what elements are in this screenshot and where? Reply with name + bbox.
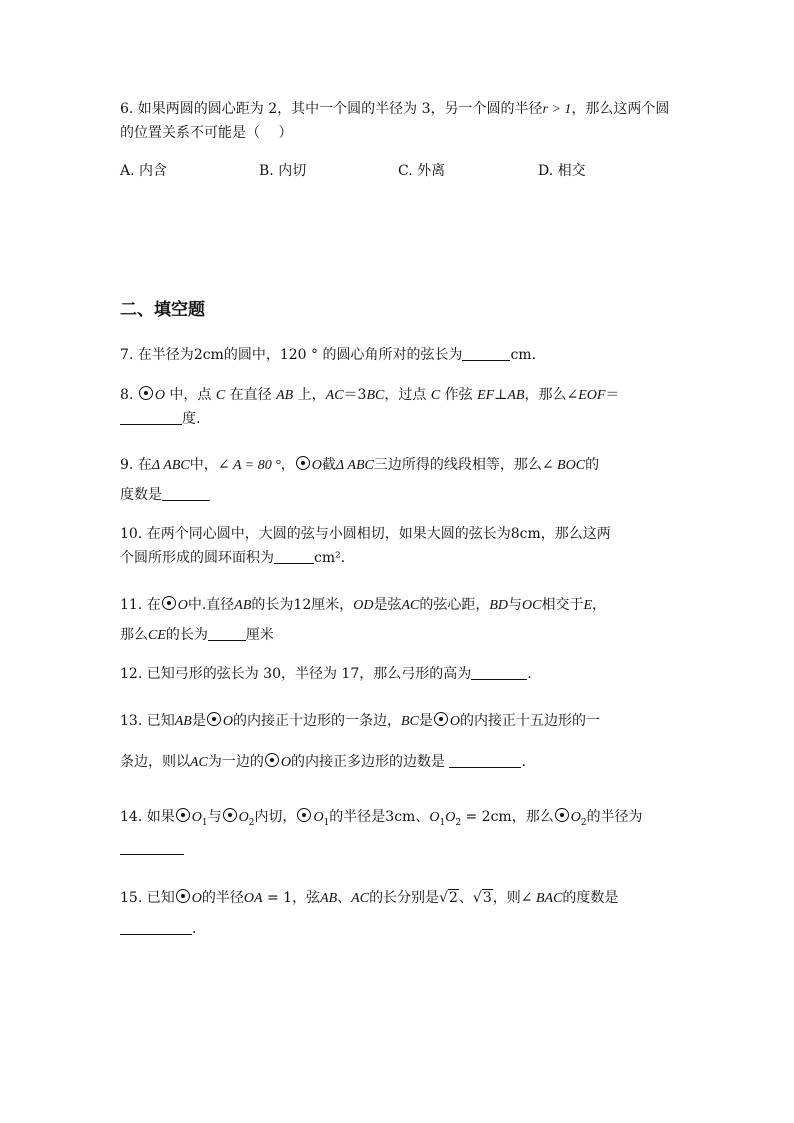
sqrt-3 xyxy=(473,889,493,907)
q11-math: AB xyxy=(234,598,252,613)
q8-text: 作弦 xyxy=(444,387,473,403)
q11-text: 厘米， xyxy=(311,597,354,613)
q8-math: AB xyxy=(507,388,525,403)
q13-math: O xyxy=(449,714,460,729)
q7-text-2: 的圆中，120 ° 的圆心角所对的弦长为 xyxy=(223,347,463,363)
section-title: 二、填空题 xyxy=(120,300,205,320)
q8-text: 中，点 xyxy=(169,387,212,403)
q11-line-1 xyxy=(120,596,606,615)
q11-math: AC xyxy=(401,598,420,613)
q15-line-2 xyxy=(120,920,196,938)
q14-subscript: 2 xyxy=(580,817,587,828)
q8-math: C xyxy=(430,388,441,403)
q8-text: ，那么∠ xyxy=(524,387,579,403)
q9-text: 中， xyxy=(189,457,218,473)
q9-math: O xyxy=(311,458,322,473)
q6-text: 6. 如果两圆的圆心距为 2，其中一个圆的半径为 3，另一个圆的半径 xyxy=(120,101,543,117)
q8-unit: 度. xyxy=(182,411,201,427)
q13-math: AC xyxy=(190,755,208,770)
q14-subscript: 1 xyxy=(323,817,330,828)
q12-text: 12. 已知弓形的弦长为 30，半径为 17，那么弓形的高为 xyxy=(120,666,472,682)
q14-text: 、 xyxy=(415,809,430,825)
q14-subscript: 2 xyxy=(455,817,462,828)
q13-text: 的内接正十边形的一条边， xyxy=(232,713,401,729)
q14-math: O xyxy=(445,810,456,825)
q9-text: 三边所得的线段相等，那么 xyxy=(373,457,542,473)
q15-math: AB xyxy=(320,891,338,906)
radicand: 2 xyxy=(448,890,458,906)
circle-dot-icon xyxy=(207,712,221,726)
circle-dot-icon xyxy=(139,386,153,400)
q13-math: BC xyxy=(400,714,419,729)
q13-math: O xyxy=(222,714,233,729)
q15-math: OA xyxy=(243,891,263,906)
circle-dot-icon xyxy=(434,712,448,726)
q11-text: 的长为 xyxy=(251,597,294,613)
q11-text: 是弦 xyxy=(373,597,402,613)
q12-line xyxy=(120,665,532,683)
q14-text: 内切， xyxy=(254,809,297,825)
q13-line-2 xyxy=(120,753,526,772)
q11-text: ， xyxy=(592,597,607,613)
q7-text: 7. 在半径为 xyxy=(120,347,194,363)
q14-math: O xyxy=(238,810,249,825)
q14-math: = 2cm xyxy=(461,809,512,825)
q15-math: ∠ BAC xyxy=(520,891,563,906)
sqrt-2 xyxy=(439,889,459,907)
q13-math: O xyxy=(280,755,292,770)
q13-text: 是 xyxy=(191,713,206,729)
q11-math: CE xyxy=(148,628,166,643)
q15-text: 的度数是 xyxy=(562,890,619,906)
q10-line-2 xyxy=(120,549,345,567)
q8-text: 上， xyxy=(297,387,326,403)
q13-text: 为一边的 xyxy=(207,754,264,770)
q6-line-1 xyxy=(120,100,669,119)
radicand: 3 xyxy=(482,890,492,906)
q14-line-2 xyxy=(120,840,184,858)
q10-answer-blank[interactable] xyxy=(274,549,314,564)
q15-math: = 1 xyxy=(262,890,293,906)
q8-number: 8. xyxy=(120,387,134,403)
circle-dot-icon xyxy=(297,808,311,822)
q13-text: 条边，则以 xyxy=(120,754,190,770)
q8-line-2 xyxy=(120,410,200,428)
q15-text: 、 xyxy=(458,890,473,906)
q14-text: 14. 如果 xyxy=(120,809,175,825)
q14-math: O xyxy=(429,810,440,825)
q11-math: BD xyxy=(489,598,509,613)
q14-text: 的半径是 xyxy=(329,809,386,825)
q14-math: O xyxy=(191,810,202,825)
circle-dot-icon xyxy=(296,456,310,470)
q12-text-end: . xyxy=(527,666,532,682)
q7-line xyxy=(120,346,536,364)
q11-text: 相交于 xyxy=(541,597,584,613)
q7-answer-blank[interactable] xyxy=(462,346,510,361)
q9-text: 的 xyxy=(585,457,600,473)
q8-text: ＝3 xyxy=(343,387,367,403)
q7-unit: cm. xyxy=(510,347,537,363)
circle-dot-icon xyxy=(555,808,569,822)
circle-dot-icon xyxy=(223,808,237,822)
q13-line-1 xyxy=(120,712,600,731)
q6-text-end: ，那么这两个圆 xyxy=(571,101,670,117)
q11-unit: 厘米 xyxy=(245,627,274,643)
q8-math: O xyxy=(154,388,165,403)
q9-line-1 xyxy=(120,456,599,475)
q6-option-d: D. 相交 xyxy=(538,163,586,179)
q11-math: 12 xyxy=(293,597,312,613)
q11-text: 与 xyxy=(508,597,523,613)
q9-text: 度数是 xyxy=(120,487,162,503)
q14-math: O xyxy=(313,810,324,825)
q11-math: O xyxy=(177,598,188,613)
q10-text: 10. 在两个同心圆中，大圆的弦与小圆相切，如果大圆的弦长为 xyxy=(120,526,511,542)
q11-text: 的长为 xyxy=(165,627,208,643)
q10-unit: cm². xyxy=(314,550,346,566)
sqrt-icon: √ xyxy=(439,890,448,906)
q8-text: ，过点 xyxy=(384,387,427,403)
q8-text: ⊥ xyxy=(494,387,508,403)
q8-text: ＝ xyxy=(605,387,620,403)
q15-text: 、 xyxy=(337,890,352,906)
q6-option-b: B. 内切 xyxy=(259,163,307,179)
q11-text: 的弦心距， xyxy=(419,597,490,613)
q14-subscript: 1 xyxy=(201,817,208,828)
q15-math: AC xyxy=(351,891,370,906)
q8-line-1 xyxy=(120,386,619,405)
q11-text: 中.直径 xyxy=(187,597,235,613)
q8-math: BC xyxy=(366,388,385,403)
q14-text: 的半径为 xyxy=(586,809,643,825)
q11-math: OD xyxy=(353,598,374,613)
q11-math: E xyxy=(583,598,593,613)
q14-line-1 xyxy=(120,808,643,832)
q11-line-2 xyxy=(120,626,274,645)
q13-text-end: . xyxy=(521,754,526,770)
q9-math: ∠ BOC xyxy=(541,458,586,473)
q10-text: 个圆所形成的圆环面积为 xyxy=(120,550,274,566)
q8-math: EOF xyxy=(578,388,606,403)
q8-math: AB xyxy=(276,388,294,403)
q13-text: 的内接正多边形的边数是 xyxy=(291,754,446,770)
q15-line-1 xyxy=(120,889,618,908)
q9-text: ， xyxy=(280,457,295,473)
q7-radius: 2cm xyxy=(193,347,224,363)
q9-answer-blank[interactable] xyxy=(162,486,210,501)
q15-text-end: . xyxy=(192,921,197,937)
q15-text: ，则 xyxy=(492,890,521,906)
q6-option-c: C. 外离 xyxy=(398,163,446,179)
q11-text: 那么 xyxy=(120,627,148,643)
q8-math: AC xyxy=(325,388,344,403)
q9-math: Δ ABC xyxy=(335,458,374,473)
q6-text-2: 的位置关系不可能是（ ） xyxy=(120,125,293,141)
q15-text: ，弦 xyxy=(292,890,321,906)
q6-option-a: A. 内含 xyxy=(120,163,168,179)
circle-dot-icon xyxy=(265,753,279,767)
q11-text: 11. 在 xyxy=(120,597,161,613)
q14-text: ，那么 xyxy=(511,809,554,825)
q9-text: 截 xyxy=(321,457,336,473)
q9-line-2 xyxy=(120,486,210,504)
q13-text: 13. 已知 xyxy=(120,713,175,729)
q13-text: 的内接正十五边形的一 xyxy=(459,713,600,729)
circle-dot-icon xyxy=(176,808,190,822)
circle-dot-icon xyxy=(176,889,190,903)
circle-dot-icon xyxy=(162,596,176,610)
q8-text: 在直径 xyxy=(229,387,272,403)
q13-answer-blank[interactable] xyxy=(449,753,521,768)
q12-answer-blank[interactable] xyxy=(471,665,527,680)
q15-answer-blank[interactable] xyxy=(120,920,192,935)
q9-math: ∠ A = 80 ° xyxy=(217,458,281,473)
q15-text: 的半径 xyxy=(201,890,244,906)
q6-math: r > 1 xyxy=(542,102,572,117)
q14-text: 与 xyxy=(207,809,222,825)
q10-math: 8cm xyxy=(510,526,541,542)
q6-line-2 xyxy=(120,124,292,142)
q14-answer-blank[interactable] xyxy=(120,840,184,855)
q11-answer-blank[interactable] xyxy=(208,626,246,641)
q13-math: AB xyxy=(174,714,192,729)
q8-math: C xyxy=(215,388,226,403)
q8-math: EF xyxy=(477,388,495,403)
q9-math: Δ ABC xyxy=(151,458,190,473)
q11-math: OC xyxy=(522,598,542,613)
q15-text: 15. 已知 xyxy=(120,890,175,906)
q14-math: 3cm xyxy=(385,809,416,825)
q8-answer-blank[interactable] xyxy=(120,410,182,425)
q10-text: ，那么这两 xyxy=(540,526,611,542)
q14-math: O xyxy=(570,810,581,825)
q9-text: 9. 在 xyxy=(120,457,152,473)
q13-text: 是 xyxy=(418,713,433,729)
q10-line-1 xyxy=(120,525,611,543)
q14-subscript: 2 xyxy=(248,817,255,828)
q15-text: 的长分别是 xyxy=(369,890,440,906)
q14-subscript: 1 xyxy=(439,817,446,828)
sqrt-icon: √ xyxy=(472,890,482,906)
q15-math: O xyxy=(191,891,202,906)
